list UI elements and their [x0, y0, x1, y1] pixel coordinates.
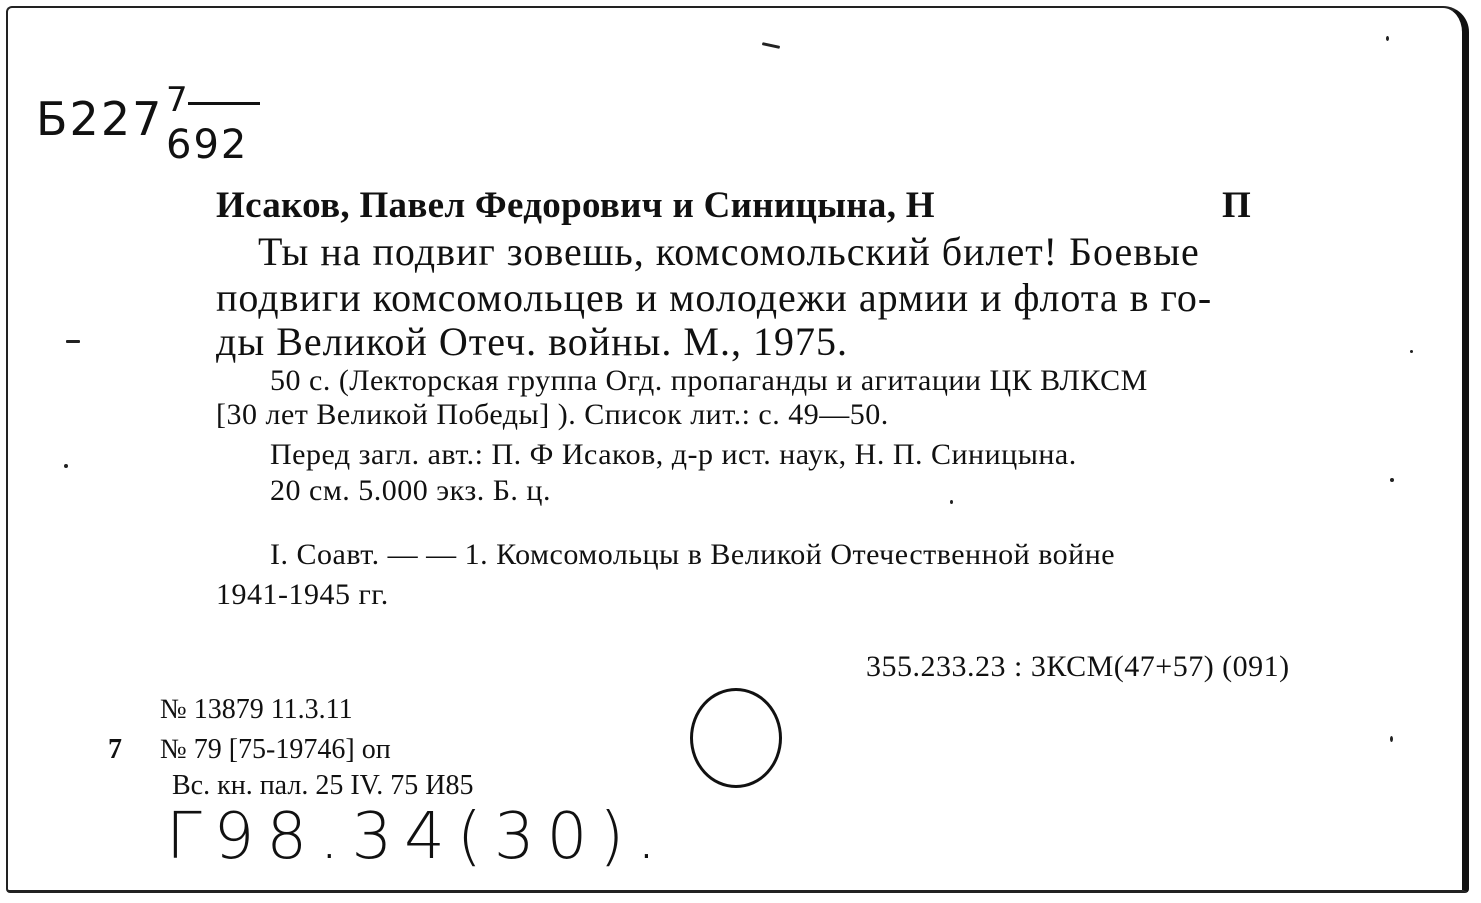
- title-line-2: подвиги комсомольцев и молодежи армии и флота в го-: [216, 275, 1213, 320]
- shelfmark-rule: [188, 102, 260, 105]
- size-edition-line: 20 см. 5.000 экз. Б. ц.: [270, 474, 551, 507]
- collation-line: 50 с. (Лекторская группа Огд. пропаганды и агитации ЦК ВЛКСМ: [270, 364, 1148, 397]
- shelfmark-top: Б227: [36, 92, 164, 146]
- speck-mark: [1386, 36, 1389, 41]
- authors-note-line: Перед загл. авт.: П. Ф Исаков, д-р ист. наук, Н. П. Синицына.: [270, 438, 1077, 471]
- subject-line-2: 1941-1945 гг.: [216, 578, 389, 611]
- title-line-1: Ты на подвиг зовешь, комсомольский билет! Боевые: [258, 229, 1200, 274]
- speck-mark: [66, 340, 80, 343]
- series-bibliography-line: [30 лет Великой Победы] ). Список лит.: с. 49—50.: [216, 398, 889, 431]
- speck-mark: [1390, 736, 1393, 742]
- subject-line-1: I. Соавт. — — 1. Комсомольцы в Великой Отечественной войне: [270, 538, 1116, 571]
- speck-mark: [64, 464, 68, 468]
- classification-index: 355.233.23 : 3КСМ(47+57) (091): [866, 650, 1290, 683]
- speck-mark: [950, 500, 953, 504]
- author-initial: П: [1222, 185, 1252, 226]
- registry-line-1: № 13879 11.3.11: [160, 694, 353, 725]
- speck-mark: [1390, 478, 1394, 482]
- registry-prefix: 7: [108, 734, 122, 765]
- shelfmark-bottom: 692: [166, 122, 249, 168]
- author-heading: Исаков, Павел Федорович и Синицына, Н: [216, 185, 935, 226]
- shelfmark-top-mark: 7: [166, 80, 188, 120]
- speck-mark: [1410, 350, 1413, 353]
- registry-line-2: № 79 [75-19746] оп: [160, 734, 391, 765]
- handwritten-bottom-code: Г98.34(30).: [166, 800, 669, 874]
- punch-hole-circle: [690, 688, 782, 788]
- title-line-3: ды Великой Отеч. войны. М., 1975.: [216, 319, 848, 364]
- registry-line-3: Вс. кн. пал. 25 IV. 75 И85: [172, 770, 474, 801]
